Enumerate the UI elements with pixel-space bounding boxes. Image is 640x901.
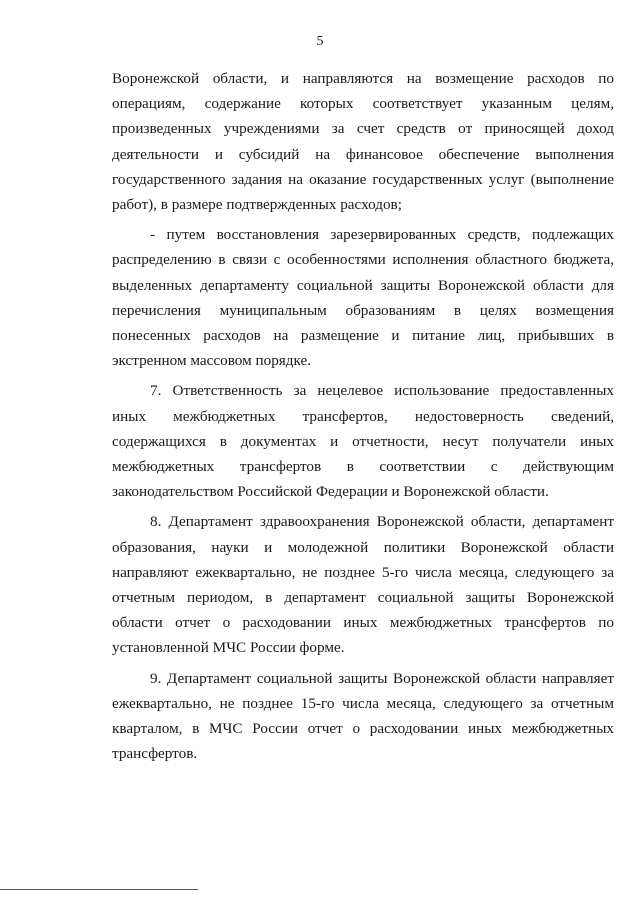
page-number: 5	[316, 34, 324, 49]
paragraph-continuation: Воронежской области, и направляются на возмещение расходов по операциям, содержание которых соответствует указанным целям, произведенных учреждениями за счет средств от приносящей доход деятельности и субсидий на финансовое обеспечение выполнения государственного задания на оказание государственных услуг (выполнение работ), в размере подтвержденных расходов;	[112, 70, 614, 214]
paragraph-reserved-funds: - путем восстановления зарезервированных средств, подлежащих распределению в связи с особенностями исполнения областного бюджета, выделенных департаменту социальной защиты Воронежской области для перечисления муниципальным образованиям в целях возмещения понесенных расходов на размещение и питание лиц, прибывших в экстренном массовом порядке.	[112, 226, 614, 370]
document-body	[112, 66, 614, 771]
footer-divider	[0, 889, 198, 890]
paragraph-item-9: 9. Департамент социальной защиты Воронежской области направляет ежеквартально, не позднее 15-го числа месяца, следующего за отчетным кварталом, в МЧС России отчет о расходовании иных межбюджетных трансфертов.	[112, 669, 614, 763]
paragraph-item-7: 7. Ответственность за нецелевое использование предоставленных иных межбюджетных трансфертов, недостоверность сведений, содержащихся в документах и отчетности, несут получатели иных межбюджетных трансфертов в соответствии с действующим законодательством Российской Федерации и Воронежской области.	[112, 382, 614, 501]
paragraph-item-8: 8. Департамент здравоохранения Воронежской области, департамент образования, науки и молодежной политики Воронежской области направляют ежеквартально, не позднее 5-го числа месяца, следующего за отчетным периодом, в департамент социальной защиты Воронежской области отчет о расходовании иных межбюджетных трансфертов по установленной МЧС России форме.	[112, 513, 614, 657]
